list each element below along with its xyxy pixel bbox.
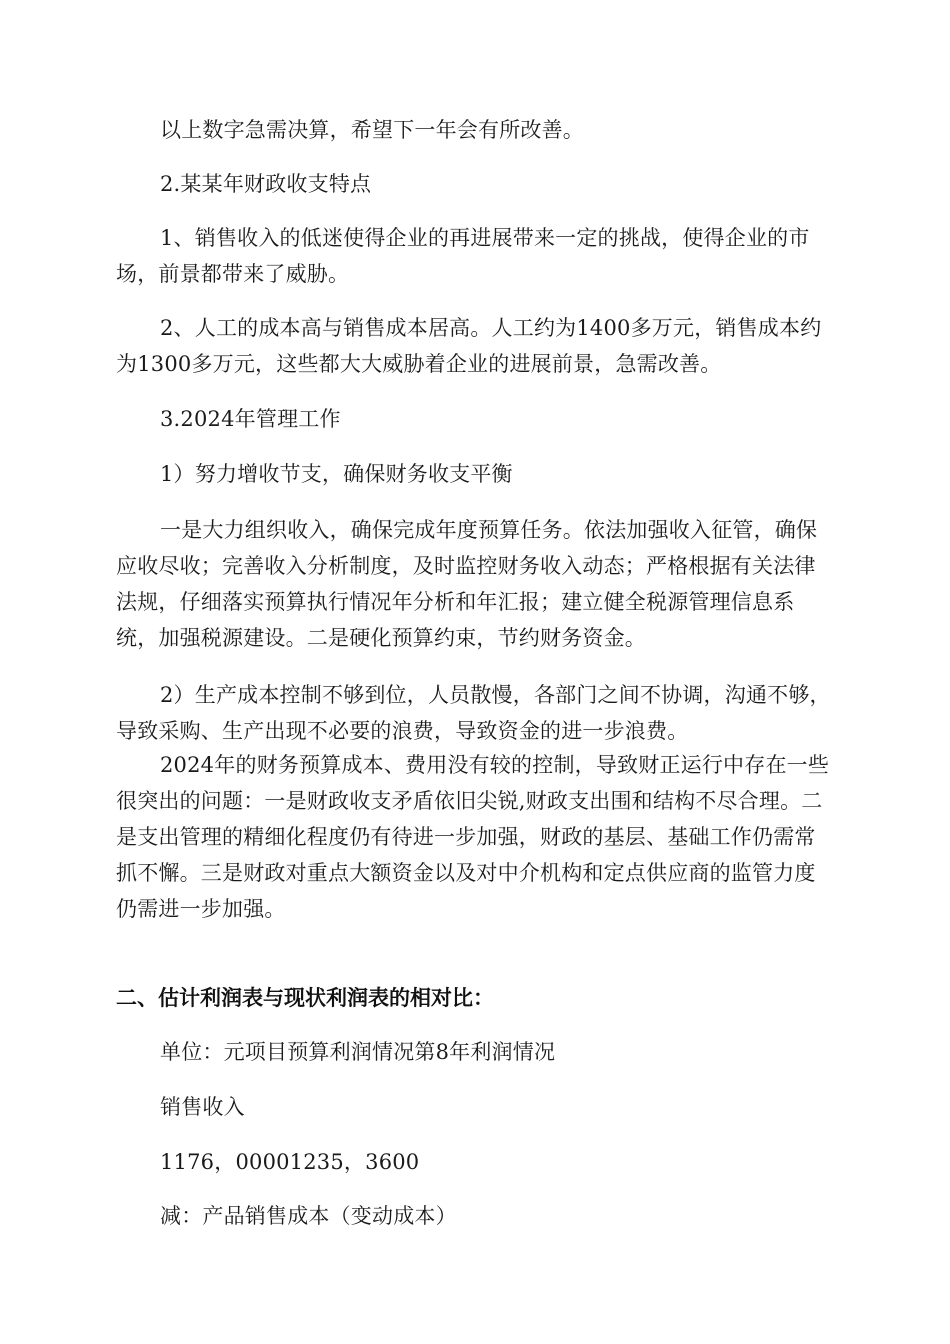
paragraph-less-cost: 减：产品销售成本（变动成本） [160, 1204, 457, 1228]
paragraph-budget-problems: 2024年的财务预算成本、费用没有较的控制，导致财正运行中存在一些很突出的问题：一是财政收支矛盾依旧尖锐,财政支出围和结构不尽合理。二是支出管理的精细化程度仍有待进一步加强，财政的基层、基础工作仍需常抓不懈。三是财政对重点大额资金以及对中介机构和定点供应商的监管力度仍需进一步加强。 [116, 753, 830, 921]
paragraph-conclusion: 以上数字急需决算，希望下一年会有所改善。 [160, 118, 584, 142]
paragraph-sales-revenue-values: 1176，00001235，3600 [160, 1150, 420, 1174]
section-heading-profit-comparison: 二、估计利润表与现状利润表的相对比： [116, 986, 494, 1010]
paragraph-sales-decline: 1、销售收入的低迷使得企业的再进展带来一定的挑战，使得企业的市场，前景都带来了威胁。 [116, 226, 810, 286]
subsection-title-balance: 1）努力增收节支，确保财务收支平衡 [160, 462, 513, 486]
paragraph-sales-revenue-label: 销售收入 [160, 1095, 245, 1119]
section-title-management-work: 3.2024年管理工作 [160, 407, 341, 431]
paragraph-cost-control: 2）生产成本控制不够到位，人员散慢，各部门之间不协调，沟通不够，导致采购、生产出现不必要的浪费，导致资金的进一步浪费。 [116, 683, 831, 743]
section-title-revenue-features: 2.某某年财政收支特点 [160, 172, 372, 196]
paragraph-labor-cost: 2、人工的成本高与销售成本居高。人工约为1400多万元，销售成本约为1300多万元，这些都大大威胁着企业的进展前景，急需改善。 [116, 316, 822, 376]
paragraph-unit-header: 单位：元项目预算利润情况第8年利润情况 [160, 1040, 556, 1064]
paragraph-organize-revenue: 一是大力组织收入，确保完成年度预算任务。依法加强收入征管，确保应收尽收；完善收入分析制度，及时监控财务收入动态；严格根据有关法律法规，仔细落实预算执行情况年分析和年汇报；建立健全税源管理信息系统，加强税源建设。二是硬化预算约束，节约财务资金。 [116, 518, 818, 650]
